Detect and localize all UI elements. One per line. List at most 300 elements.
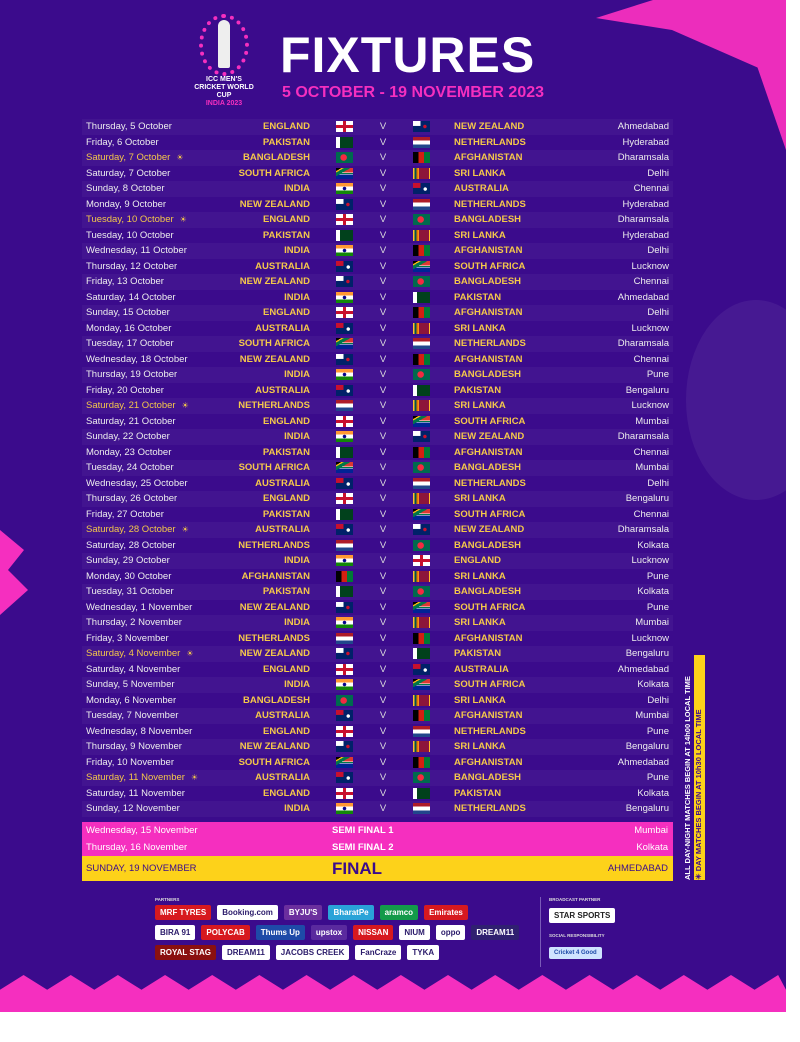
versus-label: V [379, 663, 387, 675]
match-venue: Dharamsala [617, 524, 669, 536]
versus-label: V [379, 214, 387, 226]
partner-logo: aramco [380, 905, 418, 920]
fixture-row [82, 166, 673, 182]
pakistan-flag-icon [413, 385, 430, 396]
new-zealand-flag-icon [413, 524, 430, 535]
match-venue: Delhi [647, 245, 669, 257]
versus-label: V [379, 508, 387, 520]
match-date-text: Sunday, 5 November [86, 679, 175, 691]
match-date-text: Friday, 6 October [86, 136, 159, 148]
versus-label: V [379, 493, 387, 505]
match-date-text: Monday, 16 October [86, 322, 172, 334]
final-row [82, 856, 673, 881]
match-date [82, 307, 212, 318]
netherlands-flag-icon [336, 540, 353, 551]
home-team: PAKISTAN [262, 586, 310, 598]
match-venue: Bengaluru [625, 741, 669, 753]
england-flag-icon [336, 416, 353, 427]
fixture-row [82, 491, 673, 507]
away-team: ENGLAND [454, 555, 501, 567]
fixture-row [82, 321, 673, 337]
partner-logo: POLYCAB [201, 925, 249, 940]
match-date [82, 292, 212, 303]
logo-line-2: CRICKET WORLD CUP [194, 84, 254, 99]
netherlands-flag-icon [413, 726, 430, 737]
final-venue: AHMEDABAD [607, 863, 668, 874]
home-team: ENGLAND [263, 663, 310, 675]
match-date [82, 152, 212, 163]
fixture-row [82, 259, 673, 275]
logo-line-1: ICC MEN'S [206, 76, 242, 83]
versus-label: V [379, 725, 387, 737]
india-flag-icon [336, 183, 353, 194]
sun-icon: ☀ [179, 215, 187, 225]
england-flag-icon [336, 664, 353, 675]
versus-label: V [379, 524, 387, 536]
away-team: BANGLADESH [454, 369, 522, 381]
versus-label: V [379, 322, 387, 334]
match-date [82, 276, 212, 287]
australia-flag-icon [336, 710, 353, 721]
match-date [82, 354, 212, 365]
home-team: PAKISTAN [262, 446, 310, 458]
home-team: AUSTRALIA [255, 477, 310, 489]
home-team: AUSTRALIA [255, 322, 310, 334]
match-date [82, 369, 212, 380]
england-flag-icon [336, 121, 353, 132]
versus-label: V [379, 369, 387, 381]
south-africa-flag-icon [413, 602, 430, 613]
match-date [82, 385, 212, 396]
pakistan-flag-icon [336, 509, 353, 520]
home-team: PAKISTAN [262, 229, 310, 241]
away-team: SRI LANKA [454, 322, 506, 334]
logo-line-3: INDIA 2023 [205, 100, 243, 107]
match-venue: Pune [646, 601, 669, 613]
sun-icon: ☀ [176, 153, 184, 163]
versus-label: V [379, 787, 387, 799]
match-date-text: Tuesday, 24 October [86, 462, 174, 474]
match-date [82, 555, 212, 566]
fixture-row [82, 383, 673, 399]
away-team: PAKISTAN [454, 648, 502, 660]
match-date [82, 400, 212, 411]
match-venue: Chennai [633, 353, 669, 365]
bangladesh-flag-icon [413, 276, 430, 287]
cricket-4-good-logo: Cricket 4 Good [549, 947, 602, 959]
afghanistan-flag-icon [413, 447, 430, 458]
away-team: PAKISTAN [454, 291, 502, 303]
pakistan-flag-icon [413, 788, 430, 799]
home-team: INDIA [284, 555, 310, 567]
match-venue: Delhi [647, 694, 669, 706]
away-team: NETHERLANDS [454, 338, 526, 350]
match-date-text: Saturday, 28 October [86, 539, 176, 551]
away-team: AFGHANISTAN [454, 446, 523, 458]
fixture-row [82, 569, 673, 585]
fixture-row [82, 507, 673, 523]
match-date [82, 137, 212, 148]
sri-lanka-flag-icon [413, 323, 430, 334]
versus-label: V [379, 632, 387, 644]
new-zealand-flag-icon [413, 121, 430, 132]
match-date [82, 214, 212, 225]
semi-final-2-venue: Kolkata [636, 842, 668, 853]
match-venue: Mumbai [635, 710, 669, 722]
partner-logo: FanCraze [355, 945, 401, 960]
semi-final-1-label: SEMI FINAL 1 [332, 825, 394, 836]
away-team: SOUTH AFRICA [454, 508, 526, 520]
bangladesh-flag-icon [413, 369, 430, 380]
away-team: NEW ZEALAND [454, 121, 525, 133]
versus-label: V [379, 291, 387, 303]
england-flag-icon [336, 726, 353, 737]
pakistan-flag-icon [413, 648, 430, 659]
broadcast-label: BROADCAST PARTNER [549, 897, 601, 902]
versus-label: V [379, 710, 387, 722]
bangladesh-flag-icon [413, 586, 430, 597]
day-night-note: ALL DAY-NIGHT MATCHES BEGIN AT 14h00 LOCAL TIME [683, 676, 692, 880]
away-team: AFGHANISTAN [454, 353, 523, 365]
afghanistan-flag-icon [413, 354, 430, 365]
partner-logo: Thums Up [256, 925, 305, 940]
home-team: BANGLADESH [242, 694, 310, 706]
star-sports-logo: STAR SPORTS [549, 908, 615, 923]
versus-label: V [379, 555, 387, 567]
match-date [82, 338, 212, 349]
fixture-row [82, 274, 673, 290]
semi-final-1-venue: Mumbai [634, 825, 668, 836]
partners-row-2 [155, 925, 535, 940]
versus-label: V [379, 136, 387, 148]
away-team: AUSTRALIA [454, 183, 509, 195]
bangladesh-flag-icon [413, 540, 430, 551]
home-team: NEW ZEALAND [239, 741, 310, 753]
match-date [82, 183, 212, 194]
match-date-text: Wednesday, 18 October [86, 353, 188, 365]
versus-label: V [379, 307, 387, 319]
home-team: AUSTRALIA [255, 384, 310, 396]
fixture-row [82, 212, 673, 228]
match-venue: Lucknow [631, 260, 669, 272]
versus-label: V [379, 694, 387, 706]
semi-final-2-date: Thursday, 16 November [86, 842, 188, 853]
fixture-row [82, 181, 673, 197]
away-team: SOUTH AFRICA [454, 601, 526, 613]
india-flag-icon [336, 431, 353, 442]
match-venue: Chennai [633, 446, 669, 458]
away-team: SRI LANKA [454, 617, 506, 629]
match-date [82, 586, 212, 597]
match-venue: Kolkata [637, 539, 669, 551]
australia-flag-icon [336, 478, 353, 489]
new-zealand-flag-icon [336, 199, 353, 210]
match-venue: Lucknow [631, 322, 669, 334]
versus-label: V [379, 539, 387, 551]
match-venue: Pune [646, 570, 669, 582]
partner-logo: Emirates [424, 905, 468, 920]
match-venue: Lucknow [631, 555, 669, 567]
away-team: AUSTRALIA [454, 663, 509, 675]
australia-flag-icon [336, 261, 353, 272]
away-team: SOUTH AFRICA [454, 415, 526, 427]
australia-flag-icon [413, 183, 430, 194]
fixture-row [82, 414, 673, 430]
match-date-text: Friday, 10 November [86, 756, 174, 768]
afghanistan-flag-icon [413, 307, 430, 318]
match-venue: Chennai [633, 508, 669, 520]
match-venue: Bengaluru [625, 493, 669, 505]
match-date-text: Thursday, 12 October [86, 260, 178, 272]
match-venue: Delhi [647, 477, 669, 489]
match-venue: Chennai [633, 183, 669, 195]
home-team: INDIA [284, 431, 310, 443]
fixture-row [82, 662, 673, 678]
south-africa-flag-icon [413, 261, 430, 272]
match-date-text: Saturday, 14 October [86, 291, 176, 303]
match-date-text: Tuesday, 10 October [86, 214, 174, 226]
versus-label: V [379, 198, 387, 210]
partners-section [155, 897, 535, 965]
match-date [82, 602, 212, 613]
fixtures-table [82, 119, 673, 817]
match-date-text: Wednesday, 1 November [86, 601, 193, 613]
match-date-text: Saturday, 4 November [86, 648, 181, 660]
social-responsibility-label: SOCIAL RESPONSIBILITY [549, 933, 605, 938]
south-africa-flag-icon [336, 757, 353, 768]
netherlands-flag-icon [413, 803, 430, 814]
match-venue: Ahmedabad [617, 663, 669, 675]
fixture-row [82, 460, 673, 476]
away-team: BANGLADESH [454, 462, 522, 474]
netherlands-flag-icon [413, 338, 430, 349]
away-team: BANGLADESH [454, 539, 522, 551]
world-cup-logo [186, 14, 262, 107]
netherlands-flag-icon [336, 400, 353, 411]
match-venue: Hyderabad [622, 229, 669, 241]
south-africa-flag-icon [413, 509, 430, 520]
match-date [82, 648, 212, 659]
fixture-row [82, 739, 673, 755]
pakistan-flag-icon [336, 586, 353, 597]
match-date [82, 121, 212, 132]
match-venue: Chennai [633, 276, 669, 288]
match-date-text: Saturday, 21 October [86, 400, 176, 412]
partner-logo: NIUM [399, 925, 429, 940]
match-venue: Kolkata [637, 787, 669, 799]
away-team: BANGLADESH [454, 214, 522, 226]
match-venue: Kolkata [637, 586, 669, 598]
match-date-text: Saturday, 4 November [86, 663, 181, 675]
match-date [82, 245, 212, 256]
home-team: INDIA [284, 369, 310, 381]
india-flag-icon [336, 292, 353, 303]
semi-final-1-row [82, 822, 673, 839]
netherlands-flag-icon [336, 633, 353, 644]
match-date [82, 757, 212, 768]
match-date [82, 710, 212, 721]
match-date [82, 431, 212, 442]
away-team: AFGHANISTAN [454, 756, 523, 768]
netherlands-flag-icon [413, 137, 430, 148]
sri-lanka-flag-icon [413, 571, 430, 582]
match-venue: Bengaluru [625, 384, 669, 396]
partner-logo: TYKA [407, 945, 439, 960]
home-team: ENGLAND [263, 725, 310, 737]
match-date-text: Friday, 3 November [86, 632, 169, 644]
home-team: BANGLADESH [242, 152, 310, 164]
match-date [82, 478, 212, 489]
bangladesh-flag-icon [413, 214, 430, 225]
away-team: SOUTH AFRICA [454, 679, 526, 691]
match-venue: Dharamsala [617, 431, 669, 443]
decorative-pink-shape [0, 520, 40, 620]
match-venue: Hyderabad [622, 136, 669, 148]
versus-label: V [379, 152, 387, 164]
india-flag-icon [336, 679, 353, 690]
partner-logo: BYJU'S [284, 905, 323, 920]
england-flag-icon [413, 555, 430, 566]
fixture-row [82, 770, 673, 786]
new-zealand-flag-icon [336, 741, 353, 752]
home-team: ENGLAND [263, 307, 310, 319]
match-date [82, 416, 212, 427]
away-team: BANGLADESH [454, 772, 522, 784]
match-date [82, 462, 212, 473]
match-date [82, 261, 212, 272]
versus-label: V [379, 183, 387, 195]
australia-flag-icon [336, 323, 353, 334]
partner-logo: upstox [311, 925, 347, 940]
fixture-row [82, 476, 673, 492]
match-date [82, 493, 212, 504]
home-team: PAKISTAN [262, 136, 310, 148]
pakistan-flag-icon [413, 292, 430, 303]
fixture-row [82, 538, 673, 554]
match-date [82, 323, 212, 334]
home-team: PAKISTAN [262, 508, 310, 520]
versus-label: V [379, 431, 387, 443]
fixture-row [82, 367, 673, 383]
home-team: NETHERLANDS [238, 632, 310, 644]
fixture-row [82, 631, 673, 647]
match-date-text: Saturday, 28 October [86, 524, 176, 536]
versus-label: V [379, 338, 387, 350]
home-team: INDIA [284, 183, 310, 195]
match-date [82, 679, 212, 690]
match-venue: Pune [646, 369, 669, 381]
away-team: NEW ZEALAND [454, 431, 525, 443]
home-team: AFGHANISTAN [241, 570, 310, 582]
match-date [82, 726, 212, 737]
new-zealand-flag-icon [413, 431, 430, 442]
match-date-text: Thursday, 5 October [86, 121, 172, 133]
away-team: BANGLADESH [454, 276, 522, 288]
away-team: NEW ZEALAND [454, 524, 525, 536]
bangladesh-flag-icon [336, 152, 353, 163]
home-team: INDIA [284, 617, 310, 629]
partner-logo: ROYAL STAG [155, 945, 216, 960]
match-venue: Pune [646, 772, 669, 784]
final-date: SUNDAY, 19 NOVEMBER [86, 863, 197, 874]
fixture-row [82, 228, 673, 244]
match-venue: Lucknow [631, 400, 669, 412]
new-zealand-flag-icon [336, 602, 353, 613]
home-team: SOUTH AFRICA [238, 167, 310, 179]
netherlands-flag-icon [413, 199, 430, 210]
match-venue: Mumbai [635, 462, 669, 474]
fixture-row [82, 305, 673, 321]
england-flag-icon [336, 307, 353, 318]
afghanistan-flag-icon [413, 245, 430, 256]
india-flag-icon [336, 617, 353, 628]
afghanistan-flag-icon [413, 757, 430, 768]
netherlands-flag-icon [413, 478, 430, 489]
fixture-row [82, 553, 673, 569]
match-venue: Delhi [647, 307, 669, 319]
match-date-text: Tuesday, 7 November [86, 710, 179, 722]
away-team: SRI LANKA [454, 741, 506, 753]
away-team: AFGHANISTAN [454, 710, 523, 722]
sri-lanka-flag-icon [413, 695, 430, 706]
match-date-text: Saturday, 21 October [86, 415, 176, 427]
away-team: NETHERLANDS [454, 136, 526, 148]
sun-icon: ☀ [186, 649, 194, 659]
home-team: NETHERLANDS [238, 539, 310, 551]
match-venue: Ahmedabad [617, 291, 669, 303]
semi-final-1-date: Wednesday, 15 November [86, 825, 198, 836]
sri-lanka-flag-icon [413, 617, 430, 628]
match-date-text: Friday, 20 October [86, 384, 164, 396]
versus-label: V [379, 167, 387, 179]
away-team: SRI LANKA [454, 400, 506, 412]
fixture-row [82, 429, 673, 445]
fixture-row [82, 600, 673, 616]
partner-logo: BharatPe [328, 905, 373, 920]
away-team: NETHERLANDS [454, 198, 526, 210]
away-team: PAKISTAN [454, 384, 502, 396]
pakistan-flag-icon [336, 137, 353, 148]
away-team: NETHERLANDS [454, 725, 526, 737]
fixture-row [82, 445, 673, 461]
match-date-text: Saturday, 11 November [86, 772, 185, 784]
home-team: ENGLAND [263, 214, 310, 226]
fixture-row [82, 135, 673, 151]
afghanistan-flag-icon [413, 633, 430, 644]
fixture-row [82, 243, 673, 259]
match-date-text: Saturday, 7 October [86, 152, 171, 164]
versus-label: V [379, 384, 387, 396]
match-date-text: Thursday, 2 November [86, 617, 182, 629]
australia-flag-icon [336, 385, 353, 396]
away-team: SRI LANKA [454, 694, 506, 706]
versus-label: V [379, 229, 387, 241]
away-team: AFGHANISTAN [454, 307, 523, 319]
south-africa-flag-icon [336, 338, 353, 349]
afghanistan-flag-icon [336, 571, 353, 582]
india-flag-icon [336, 369, 353, 380]
match-venue: Ahmedabad [617, 756, 669, 768]
home-team: NEW ZEALAND [239, 276, 310, 288]
home-team: NEW ZEALAND [239, 198, 310, 210]
home-team: ENGLAND [263, 493, 310, 505]
date-range: 5 OCTOBER - 19 NOVEMBER 2023 [282, 84, 545, 101]
versus-label: V [379, 353, 387, 365]
bangladesh-flag-icon [413, 772, 430, 783]
new-zealand-flag-icon [336, 354, 353, 365]
away-team: SOUTH AFRICA [454, 260, 526, 272]
broadcast-section [540, 897, 615, 967]
